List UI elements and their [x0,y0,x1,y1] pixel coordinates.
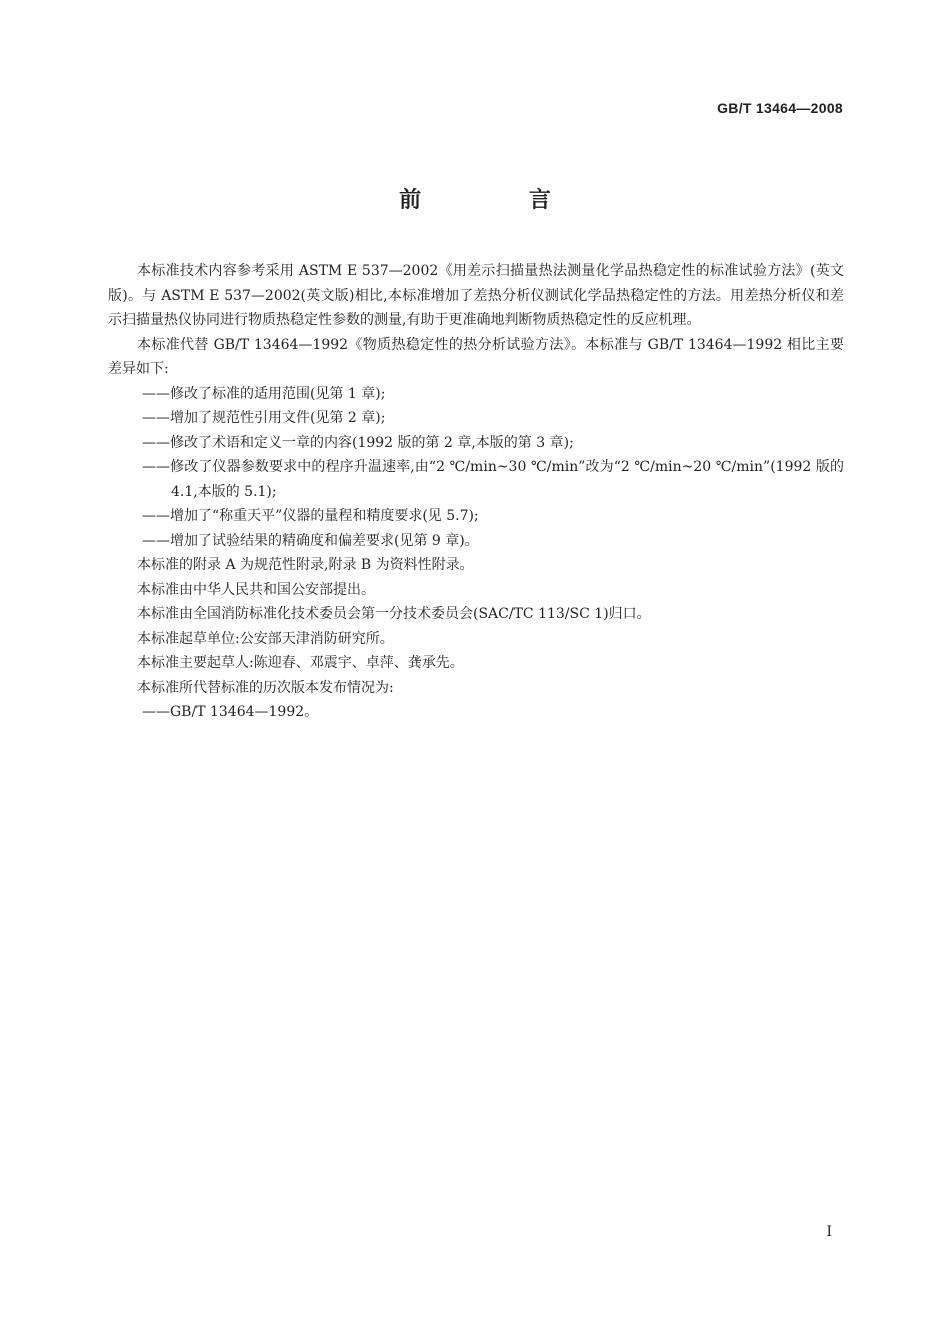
change-item: ——增加了试验结果的精确度和偏差要求(见第 9 章)。 [142,532,479,549]
page-number: I [826,1224,832,1240]
intro-paragraph: 本标准技术内容参考采用 ASTM E 537—2002《用差示扫描量热法测量化学品热稳定性的标准试验方法》(英文版)。与 ASTM E 537—2002(英文版)相比,本标准增加了差热分析仪测试化学品热稳定性的方法。用差热分析仪和差示扫描量热仪协同进行物质热稳定性参数的测量,有助于更准确地判断物质热稳定性的反应机理。 [108,263,844,328]
change-item: ——修改了术语和定义一章的内容(1992 版的第 2 章,本版的第 3 章); [142,434,574,451]
statement-line: 本标准的附录 A 为规范性附录,附录 B 为资料性附录。 [137,557,474,573]
statement-line: 本标准由中华人民共和国公安部提出。 [137,581,375,598]
change-item: ——增加了“称重天平”仪器的量程和精度要求(见 5.7); [142,508,479,524]
change-item: ——增加了规范性引用文件(见第 2 章); [142,410,386,426]
statement-line: 本标准所代替标准的历次版本发布情况为: [137,679,394,696]
statement-line: 本标准起草单位:公安部天津消防研究所。 [137,630,394,647]
document-body [108,259,844,725]
statement-line: 本标准由全国消防标准化技术委员会第一分技术委员会(SAC/TC 113/SC 1)归口。 [137,606,651,622]
replacement-paragraph: 本标准代替 GB/T 13464—1992《物质热稳定性的热分析试验方法》。本标准与 GB/T 13464—1992 相比主要差异如下: [108,336,844,377]
page-title: 前 言 [399,188,601,213]
standard-code: GB/T 13464—2008 [717,100,843,116]
statement-line: 本标准主要起草人:陈迎春、邓震宇、卓萍、龚承先。 [137,655,464,671]
change-item: ——修改了标准的适用范围(见第 1 章); [142,385,386,402]
history-item: ——GB/T 13464—1992。 [142,704,319,720]
change-item: ——修改了仪器参数要求中的程序升温速率,由“2 ℃/min~30 ℃/min”改为“2 ℃/min~20 ℃/min”(1992 版的 4.1,本版的 5.1); [142,459,844,500]
